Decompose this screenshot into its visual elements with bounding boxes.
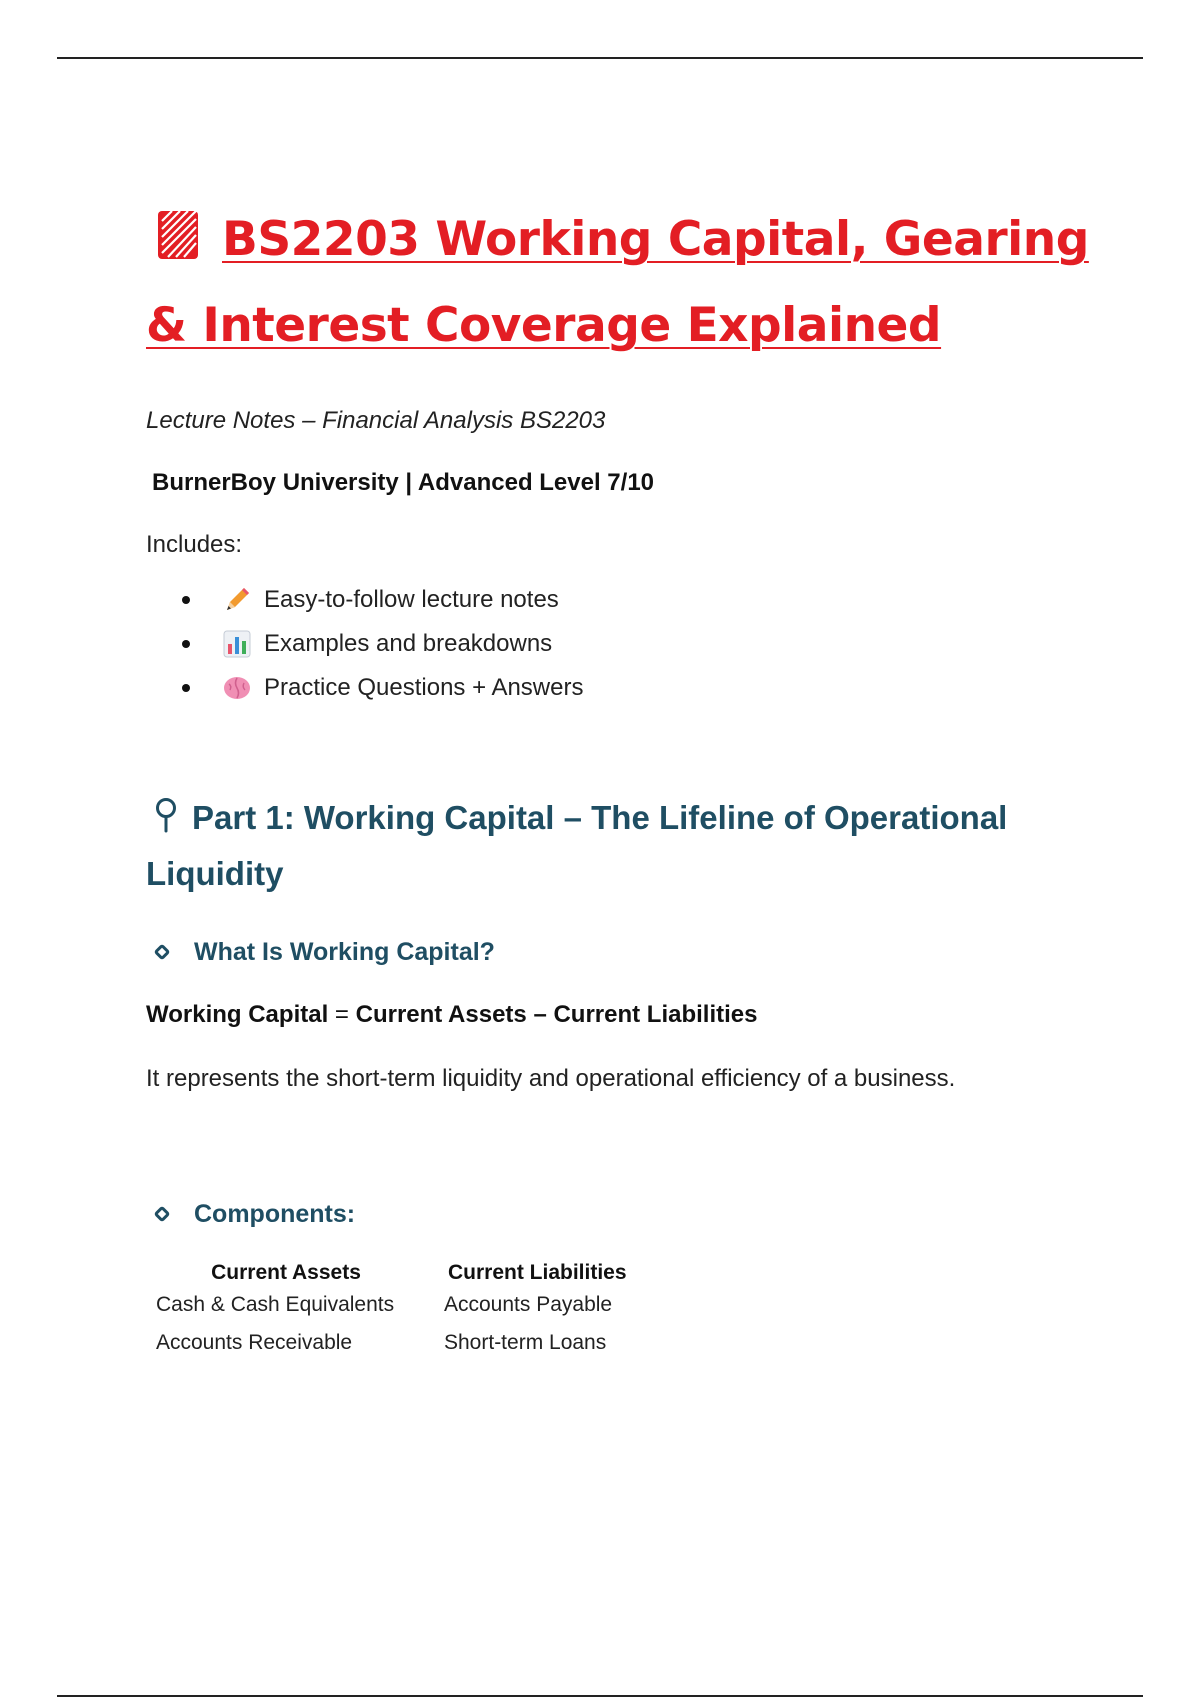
bullet — [182, 596, 190, 604]
bottom-rule — [57, 1695, 1143, 1697]
notebook-icon — [156, 206, 200, 286]
feature-text: Easy-to-follow lecture notes — [264, 586, 559, 613]
list-item — [182, 578, 1106, 622]
formula — [146, 1000, 1106, 1030]
table-row — [156, 1288, 678, 1322]
table-row — [156, 1322, 678, 1360]
components-heading — [156, 1198, 1106, 1230]
includes-label: Includes: — [146, 531, 243, 558]
bar-chart-icon — [222, 629, 252, 659]
what-is-heading — [156, 936, 1106, 968]
formula-equals: = — [328, 1001, 356, 1028]
part-1-heading-text: Part 1: Working Capital – The Lifeline of Operational Liquidity — [146, 799, 1008, 892]
diamond-icon — [154, 1206, 171, 1223]
feature-text: Examples and breakdowns — [264, 630, 553, 657]
column-header-assets: Current Assets — [211, 1261, 361, 1284]
document-subtitle: Lecture Notes – Financial Analysis BS2203 — [146, 407, 606, 434]
column-header-liabilities: Current Liabilities — [448, 1261, 627, 1284]
feature-list — [146, 578, 1106, 710]
table-cell: Accounts Payable — [444, 1293, 613, 1316]
top-rule — [57, 57, 1143, 59]
list-item — [182, 666, 1106, 710]
brain-icon — [222, 673, 252, 703]
table-header-row — [156, 1254, 678, 1288]
components-table — [156, 1254, 678, 1360]
feature-text: Practice Questions + Answers — [264, 674, 584, 701]
document-title — [146, 200, 1106, 366]
table-cell: Cash & Cash Equivalents — [156, 1293, 395, 1316]
institution-line: BurnerBoy University | Advanced Level 7/10 — [152, 469, 655, 496]
document-title-text: BS2203 Working Capital, Gearing & Interest Coverage Explained — [146, 212, 1089, 353]
document-body — [146, 200, 1106, 1360]
formula-left: Working Capital — [146, 1001, 329, 1028]
bullet — [182, 684, 190, 692]
pin-icon — [154, 796, 178, 848]
diamond-icon — [154, 944, 171, 961]
pencil-icon — [222, 585, 252, 615]
part-1-heading — [146, 792, 1106, 900]
table-cell: Short-term Loans — [444, 1331, 607, 1354]
list-item — [182, 622, 1106, 666]
components-heading-text: Components: — [194, 1200, 356, 1228]
formula-right: Current Assets – Current Liabilities — [355, 1001, 758, 1028]
working-capital-description: It represents the short-term liquidity and operational efficiency of a business. — [146, 1065, 956, 1092]
what-is-heading-text: What Is Working Capital? — [194, 938, 495, 966]
bullet — [182, 640, 190, 648]
table-cell: Accounts Receivable — [156, 1331, 353, 1354]
